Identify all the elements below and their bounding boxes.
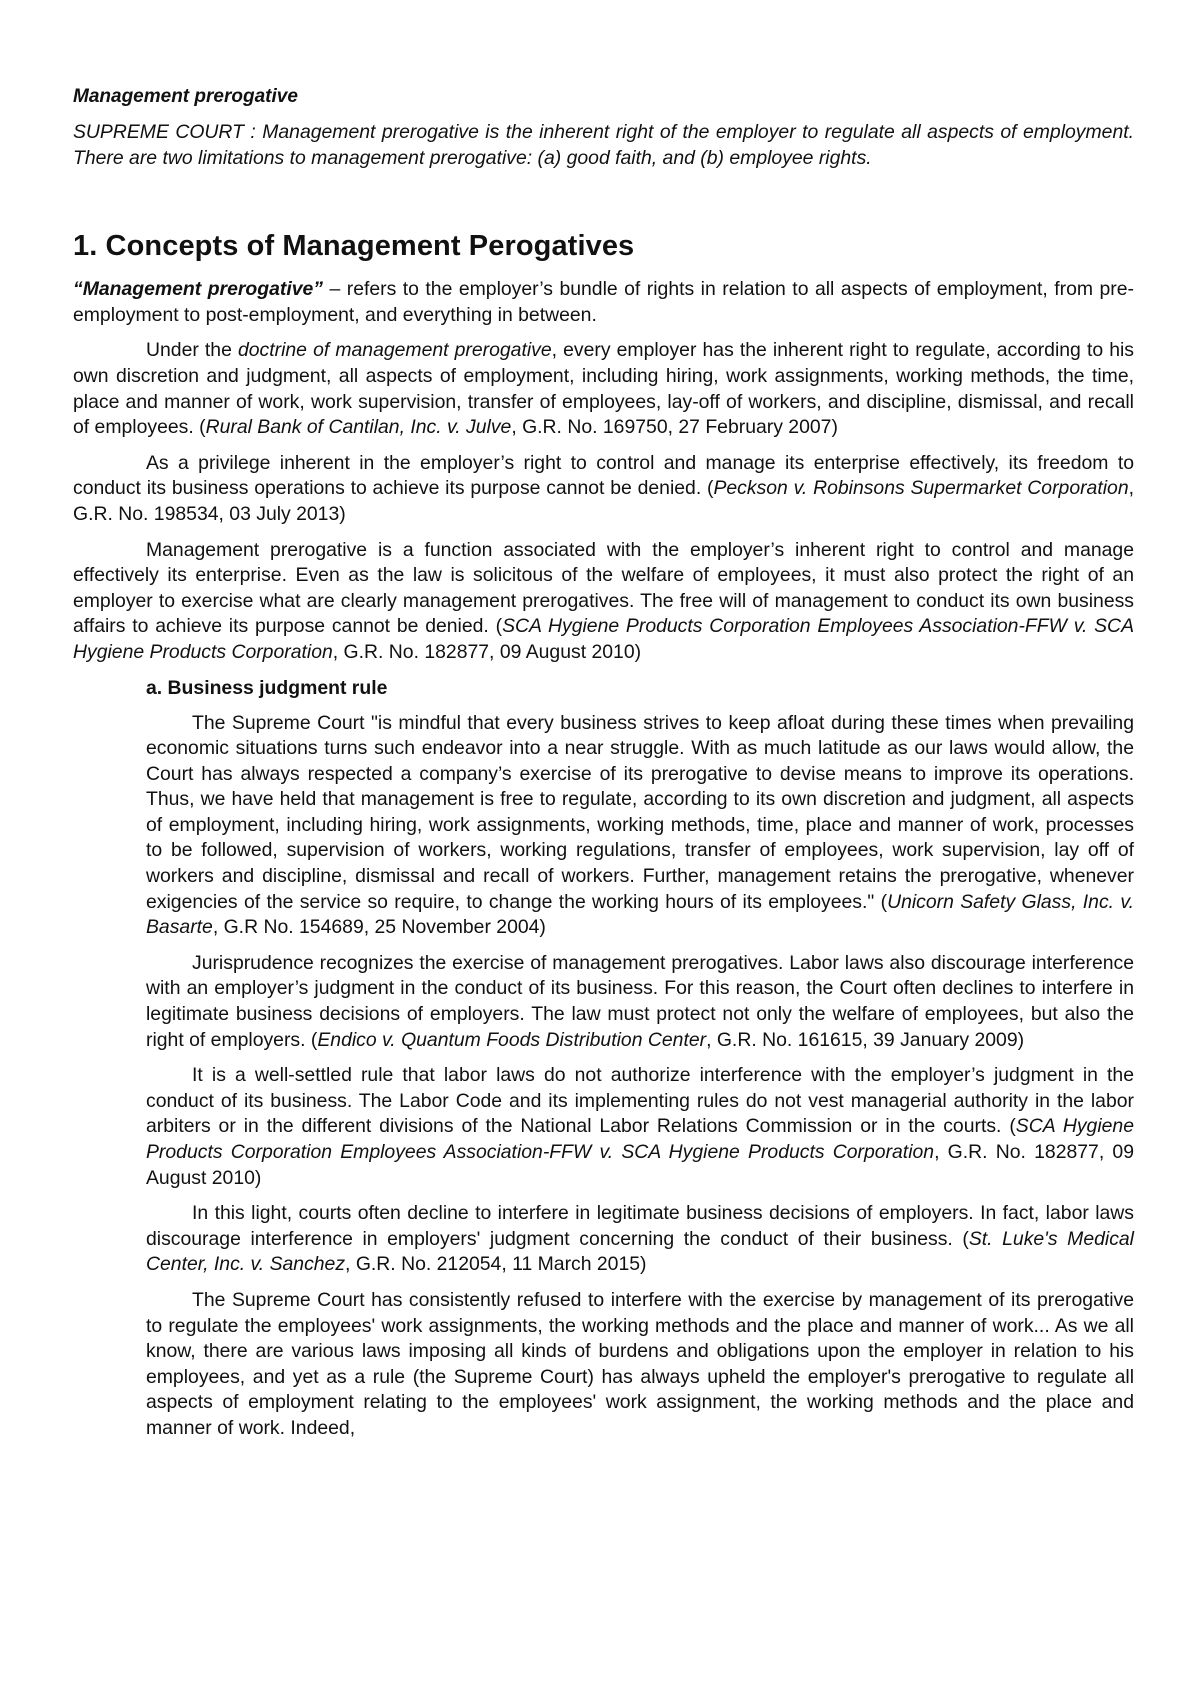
definition-text: – refers to the employer’s bundle of rights in relation to all aspects of employment, from pre-employment to post-employment, and everything in between. [73, 278, 1134, 326]
citation-details: , G.R. No. 161615, 39 January 2009) [706, 1028, 1025, 1051]
paragraph-jurisprudence [146, 951, 1134, 1053]
citation-details: , G.R No. 154689, 25 November 2004) [212, 916, 546, 939]
text-run: As a privilege inherent in the employer’s right to control and manage its enterprise effectively, its freedom to conduct its business operations to achieve its purpose cannot be denied. ( [73, 451, 1134, 500]
italic-term: doctrine of management prerogative [237, 339, 552, 362]
citation-details: , G.R. No. 212054, 11 March 2015) [345, 1253, 647, 1276]
case-citation: SCA Hygiene Products Corporation Employees Association-FFW v. SCA Hygiene Products Corporation [146, 1115, 1134, 1163]
paragraph-supreme-court [146, 711, 1134, 941]
subsection-business-judgment [146, 676, 1134, 1442]
subsection-heading: a. Business judgment rule [146, 676, 388, 699]
text-run: Management prerogative is a function associated with the employer’s inherent right to control and manage effectively its enterprise. Even as the law is solicitous of the welfare of employees, it must also protect the right of an employer to exercise what are clearly management prerogatives. The free will of management to conduct its own business affairs to achieve its purpose cannot be denied. ( [73, 538, 1134, 638]
definition-paragraph [73, 277, 1134, 328]
paragraph-doctrine [73, 338, 1134, 440]
paragraph-well-settled [146, 1063, 1134, 1191]
paragraph-in-this-light [146, 1201, 1134, 1278]
text-run: Jurisprudence recognizes the exercise of management prerogatives. Labor laws also discourage interference with an employer’s judgment in the conduct of its business. For this reason, the Court often declines to interfere in legitimate business decisions of employers. The law must protect not only the welfare of employees, but also the right of employers. ( [146, 951, 1134, 1051]
citation-details: , G.R. No. 182877, 09 August 2010) [146, 1141, 1134, 1189]
document-page [73, 84, 1134, 1452]
paragraph-function [73, 538, 1134, 666]
text-run: In this light, courts often decline to interfere in legitimate business decisions of employers. In fact, labor laws discourage interference in employers' judgment concerning the conduct of their business. ( [146, 1202, 1134, 1250]
text-run: Under the [146, 339, 238, 362]
case-citation: Peckson v. Robinsons Supermarket Corporation [713, 477, 1129, 500]
document-title: Management prerogative [73, 86, 298, 107]
case-citation: St. Luke's Medical Center, Inc. v. Sanchez [146, 1227, 1134, 1276]
case-citation: Unicorn Safety Glass, Inc. v. Basarte [146, 890, 1134, 939]
text-run: It is a well-settled rule that labor laws do not authorize interference with the employer’s judgment in the conduct of its business. The Labor Code and its implementing rules do not vest managerial authority in the labor arbiters or in the different divisions of the National Labor Relations Commission or in the courts. ( [146, 1064, 1134, 1138]
case-citation: Endico v. Quantum Foods Distribution Center [317, 1028, 707, 1051]
definition-term: “Management prerogative” [73, 278, 323, 301]
paragraph-privilege [73, 451, 1134, 528]
citation-details: , G.R. No. 169750, 27 February 2007) [511, 416, 838, 439]
text-run: , every employer has the inherent right to regulate, according to his own discretion and judgment, all aspects of employment, including hiring, work assignments, working methods, the time, place and manner of work, work supervision, transfer of employees, lay-off of workers, and discipline, dismissal, and recall of employees. ( [73, 339, 1134, 439]
citation-details: , G.R. No. 182877, 09 August 2010) [332, 640, 642, 663]
text-run: The Supreme Court "is mindful that every business strives to keep afloat during these times when prevailing economic situations turns such endeavor into a near struggle. With as much latitude as our laws would allow, the Court has always respected a company’s exercise of its prerogative to devise means to improve its operations. Thus, we have held that management is free to regulate, according to its own discretion and judgment, all aspects of employment, including hiring, work assignments, working methods, time, place and manner of work, processes to be followed, supervision of workers, working regulations, transfer of employees, work supervision, lay off of workers and discipline, dismissal and recall of workers. Further, management retains the prerogative, whenever exigencies of the service so require, to change the working hours of its employees." ( [146, 711, 1134, 913]
paragraph-consistently-refused: The Supreme Court has consistently refused to interfere with the exercise by management of its prerogative to regulate the employees' work assignments, the working methods and the place and manner of work... As we all know, there are various laws imposing all kinds of burdens and obligations upon the employer in relation to his employees, and yet as a rule (the Supreme Court) has always upheld the employer's prerogative to regulate all aspects of employment relating to the employees' work assignment, the working methods and the place and manner of work. Indeed, [146, 1288, 1134, 1439]
case-citation: Rural Bank of Cantilan, Inc. v. Julve [205, 416, 512, 439]
citation-details: , G.R. No. 198534, 03 July 2013) [73, 477, 1134, 525]
case-citation: SCA Hygiene Products Corporation Employees Association-FFW v. SCA Hygiene Products Corporation [73, 615, 1134, 663]
intro-paragraph: SUPREME COURT : Management prerogative is the inherent right of the employer to regulate all aspects of employment. There are two limitations to management prerogative: (a) good faith, and (b) employee rights. [73, 121, 1134, 169]
section-heading: 1. Concepts of Management Perogatives [73, 230, 635, 263]
